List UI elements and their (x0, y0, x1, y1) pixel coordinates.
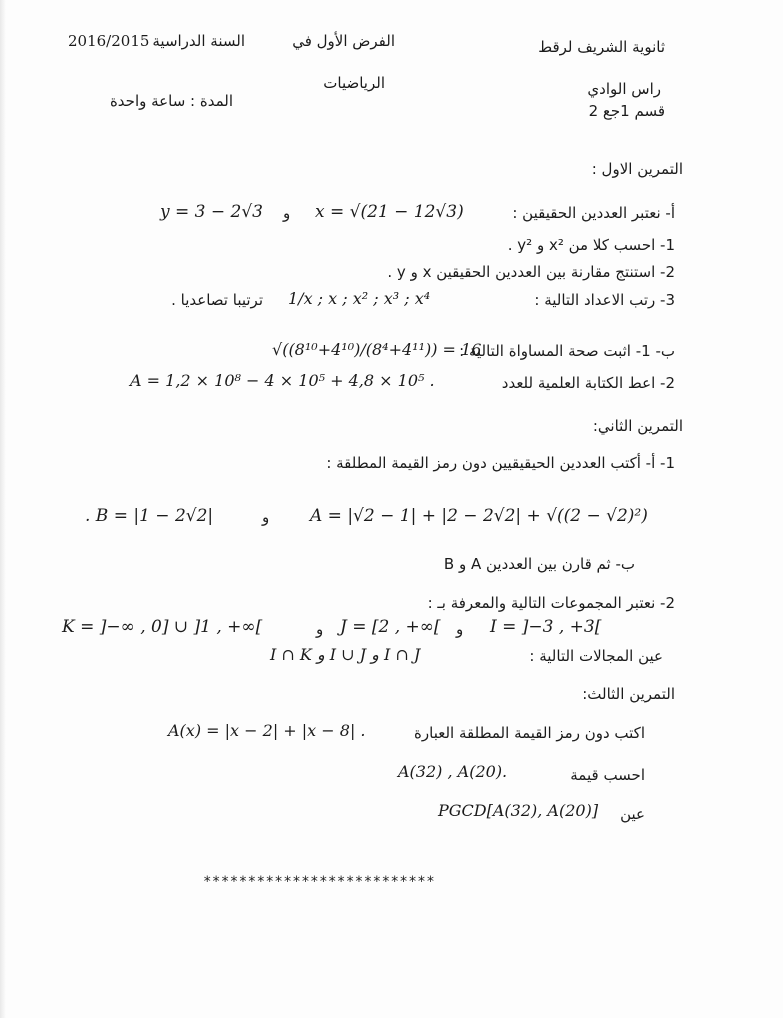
header-school: ثانوية الشريف لرقط (538, 38, 665, 56)
scan-edge (0, 0, 6, 1018)
header-town: راس الوادي (587, 80, 661, 98)
header-year: 2016/2015 (68, 32, 150, 50)
ex1-a-text: أ- نعتبر العددين الحقيقين : (512, 204, 675, 222)
ex2-q2: 2- نعتبر المجموعات التالية والمعرفة بـ : (427, 594, 675, 612)
exercise2-title: التمرين الثاني: (592, 417, 683, 435)
header-school-year-label: السنة الدراسية (152, 32, 245, 50)
ex2-A-expr: A = |√2 − 1| + |2 − 2√2| + √((2 − √2)²) (310, 506, 648, 526)
ex1-b2-text: 2- اعط الكتابة العلمية للعدد (501, 374, 675, 392)
ex3-q1-text: اكتب دون رمز القيمة المطلقة العبارة (414, 724, 645, 742)
ex1-b1-text: ب- 1- اثبت صحة المساواة التالية : (459, 342, 675, 360)
ex2-and: و (262, 508, 270, 526)
exercise3-title: التمرين الثالث: (582, 685, 675, 703)
ex1-a-y: y = 3 − 2√3 (160, 202, 263, 222)
ex2-ops: I ∩ K و I ∪ J و I ∩ J (270, 645, 421, 664)
ex3-q3-text: عين (620, 805, 645, 823)
header-class: قسم 1جع 2 (588, 102, 665, 120)
ex1-a-and: و (283, 204, 291, 222)
ex2-and-3: و (456, 620, 464, 638)
ex1-q3-math: 1/x ; x ; x² ; x³ ; x⁴ (288, 289, 431, 308)
ex1-q3-text: 3- رتب الاعداد التالية : (534, 291, 675, 309)
ex2-ops-text: عين المجالات التالية : (529, 647, 663, 665)
ex1-q3-end: ترتيبا تصاعديا . (171, 291, 263, 309)
header-exam-title: الفرض الأول في (292, 32, 395, 50)
ex3-q2-math: A(32) , A(20). (398, 762, 508, 781)
ex2-q1a: 1- أ- أكتب العددين الحيقيقيين دون رمز القيمة المطلقة : (326, 454, 675, 472)
ex2-J-set: J = [2 , +∞[ (340, 617, 441, 637)
ex3-q2-text: احسب قيمة (570, 766, 645, 784)
ex1-b2-math: A = 1,2 × 10⁸ − 4 × 10⁵ + 4,8 × 10⁵ . (130, 371, 435, 390)
ex2-q1b: ب- ثم قارن بين العددين A و B (443, 555, 635, 573)
ex2-I-set: I = ]−3 , +3[ (490, 617, 602, 637)
footer-stars: ************************** (203, 874, 436, 890)
ex2-K-set: K = ]−∞ , 0] ∪ ]1 , +∞[ (62, 617, 263, 637)
header-subject: الرياضيات (323, 74, 385, 92)
ex3-q1-math: A(x) = |x − 2| + |x − 8| . (168, 721, 366, 740)
ex3-q3-math: PGCD[A(32), A(20)] (438, 801, 599, 820)
ex2-and-2: و (316, 620, 324, 638)
ex1-q2: 2- استنتج مقارنة بين العددين الحقيقين x و y . (387, 263, 675, 281)
ex1-b1-math: √((8¹⁰+4¹⁰)/(8⁴+4¹¹)) = 16 (272, 340, 482, 359)
exercise1-title: التمرين الاول : (591, 160, 683, 178)
ex2-B-expr: . B = |1 − 2√2| (85, 506, 214, 526)
header-duration: المدة : ساعة واحدة (109, 92, 233, 110)
ex1-a-x: x = √(21 − 12√3) (315, 202, 464, 222)
ex1-q1: 1- احسب كلا من x² و y² . (507, 236, 675, 254)
